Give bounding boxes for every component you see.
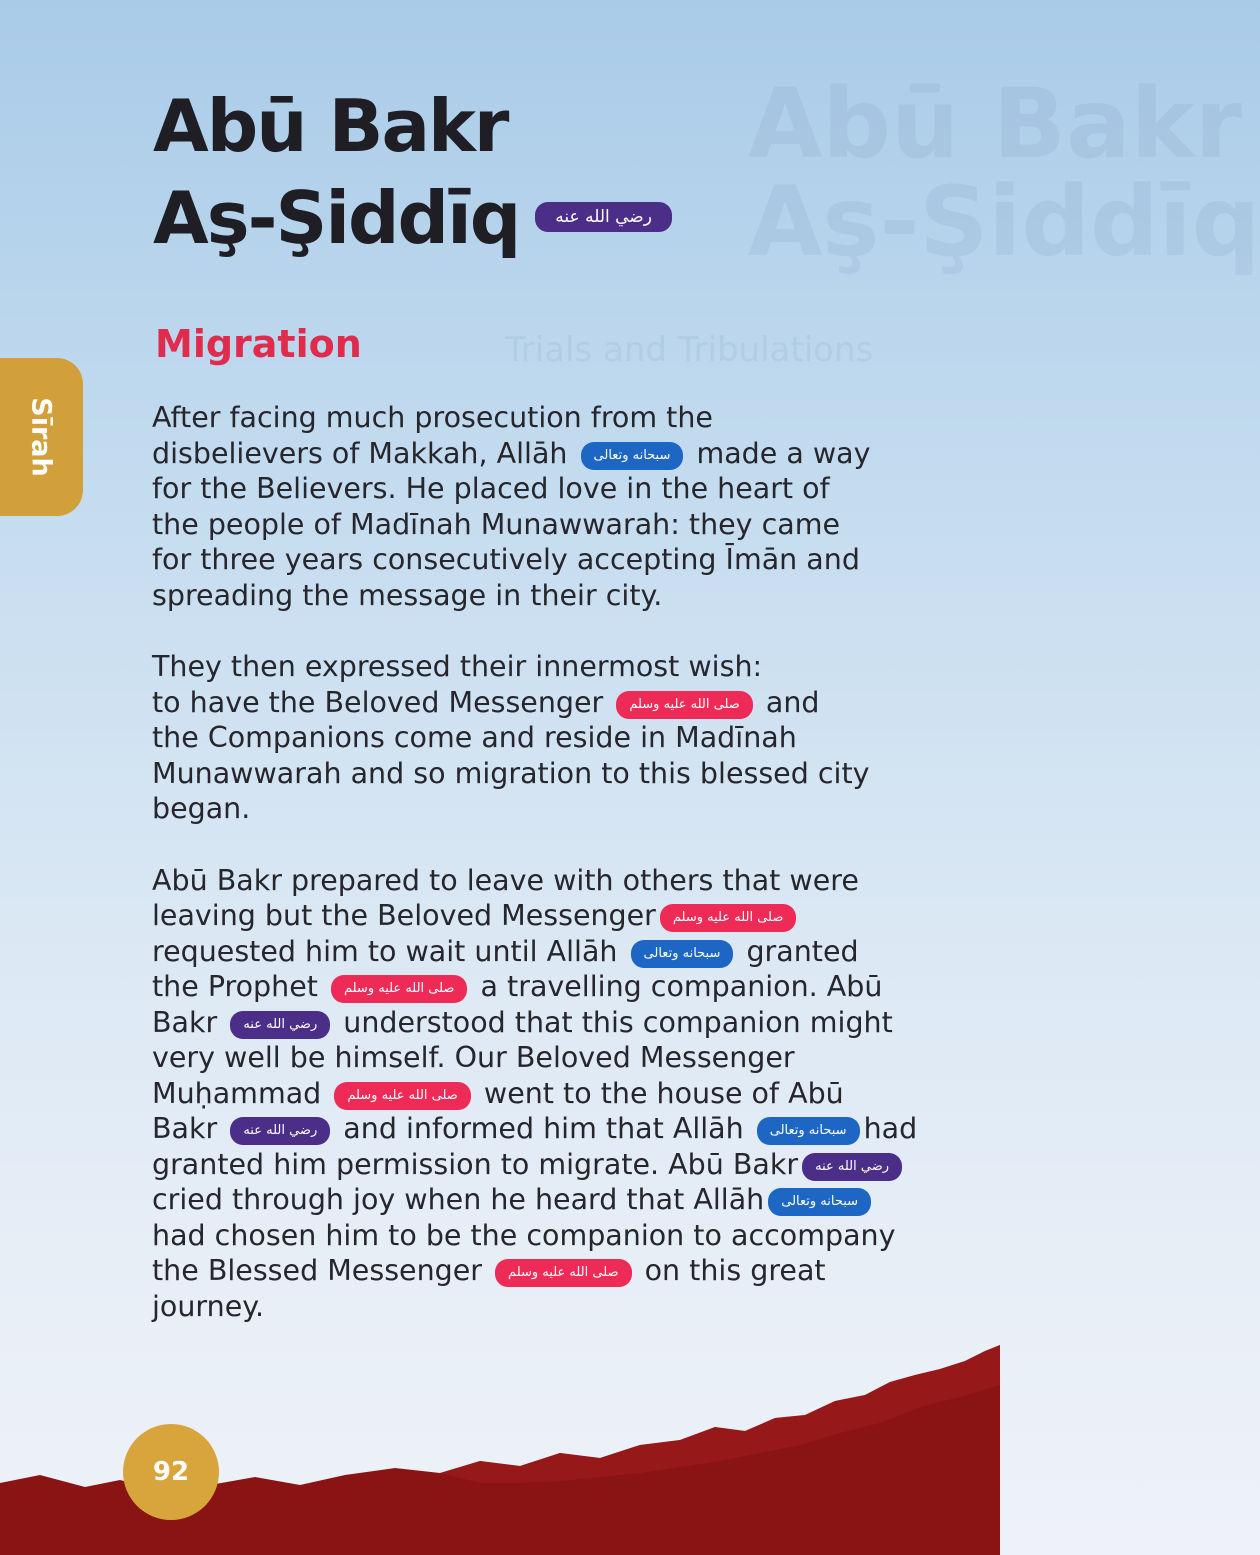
salla-badge: صلى الله عليه وسلم xyxy=(334,1082,471,1110)
paragraph-2: They then expressed their innermost wish: to have the Beloved Messenger صلى الله عليه وسلم and the Companions come and reside in Madīnah Munawwarah and so migration to this blessed city began. xyxy=(152,650,870,825)
subhanahu-badge: سبحانه وتعالى xyxy=(581,442,684,470)
title-line-2: Aş-Şiddīq رضي الله عنه xyxy=(153,172,676,264)
radiallahu-anhu-badge: رضي الله عنه xyxy=(802,1153,902,1181)
subhanahu-badge: سبحانه وتعالى xyxy=(757,1117,860,1145)
radiallahu-anhu-badge: رضي الله عنه xyxy=(535,202,672,232)
subhanahu-badge: سبحانه وتعالى xyxy=(631,940,734,968)
salla-badge: صلى الله عليه وسلم xyxy=(616,691,753,719)
title-line-1: Abū Bakr xyxy=(153,84,508,168)
salla-badge: صلى الله عليه وسلم xyxy=(331,975,468,1003)
sidebar-tab-sirah[interactable] xyxy=(0,358,83,516)
paragraph-1: After facing much prosecution from the disbelievers of Makkah, Allāh سبحانه وتعالى made a way for the Believers. He placed love in the heart of the people of Madīnah Munawwarah: they came for three years consecutively accepting Īmān and spreading the message in their city. xyxy=(152,401,871,612)
page-number: 92 xyxy=(123,1424,219,1520)
section-heading: Migration xyxy=(155,322,362,366)
salla-badge: صلى الله عليه وسلم xyxy=(495,1259,632,1287)
body-text xyxy=(152,400,972,1360)
ghost-title: Abū Bakr Aş-Şiddīq xyxy=(748,68,1260,278)
radiallahu-anhu-badge: رضي الله عنه xyxy=(230,1117,330,1145)
ghost-heading: Trials and Tribulations xyxy=(505,330,874,370)
page-title xyxy=(153,80,676,264)
radiallahu-anhu-badge: رضي الله عنه xyxy=(230,1011,330,1039)
subhanahu-badge: سبحانه وتعالى xyxy=(768,1188,871,1216)
paragraph-3: Abū Bakr prepared to leave with others that were leaving but the Beloved Messenger صلى الله عليه وسلم requested him to wait until Allāh سبحانه وتعالى granted the Prophet صلى الله عليه وسلم a travelling companion. Abū Bakr رضي الله عنه understood that this companion might very well be himself. Our Beloved Messenger Muḥammad صلى الله عليه وسلم went to the house of Abū Bakr رضي الله عنه and informed him that Allāh سبحانه وتعالى had granted him permission to migrate. Abū Bakr رضي الله عنه cried through joy when he heard that Allāh سبحانه وتعالى had chosen him to be the companion to accompany the Blessed Messenger صلى الله عليه وسلم on this great journey. xyxy=(152,863,918,1323)
salla-badge: صلى الله عليه وسلم xyxy=(660,904,797,932)
sidebar-tab-label: Sīrah xyxy=(25,397,57,477)
